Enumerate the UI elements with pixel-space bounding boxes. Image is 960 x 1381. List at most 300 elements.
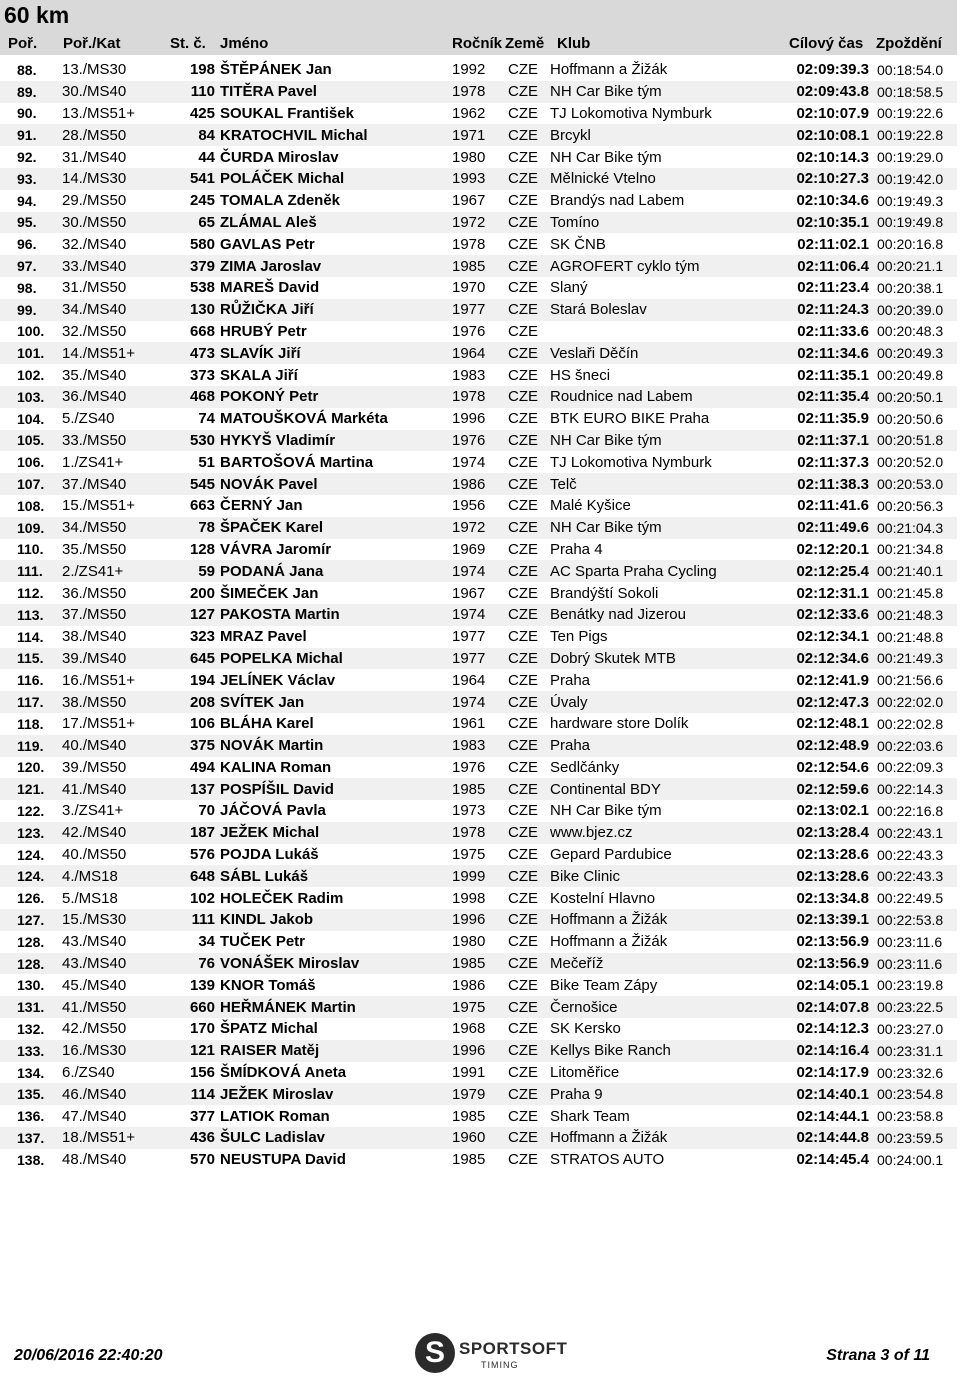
cell-country: CZE [508, 671, 538, 689]
cell-country: CZE [508, 497, 538, 515]
cell-club: Praha 4 [550, 540, 603, 558]
cell-club: Bike Team Zápy [550, 976, 658, 994]
cell-name: RAISER Matěj [220, 1040, 452, 1062]
cell-country: CZE [508, 81, 550, 103]
cell-rank: 128. [17, 933, 45, 950]
cell-gap: 00:23:22.5 [877, 996, 957, 1018]
cell-category-rank: 43./MS40 [62, 953, 172, 975]
cell-finish-time: 02:12:48.9 [778, 735, 877, 757]
cell-year: 1983 [452, 735, 508, 757]
cell-gap: 00:22:43.3 [877, 865, 957, 887]
cell-gap: 00:22:53.8 [877, 909, 957, 931]
cell-rank: 104. [17, 410, 45, 427]
cell-bib: 473 [172, 342, 220, 364]
cell-country: CZE [508, 540, 538, 558]
cell-club: Slaný [550, 279, 588, 297]
cell-bib: 34 [198, 933, 215, 951]
cell-rank: 121. [0, 778, 62, 800]
cell-finish-time: 02:11:35.9 [797, 410, 869, 428]
cell-finish-time: 02:14:17.9 [796, 1064, 869, 1082]
cell-category-rank: 35./MS40 [62, 366, 127, 384]
cell-category-rank: 34./MS50 [62, 517, 172, 539]
cell-gap: 00:20:51.8 [877, 430, 957, 452]
cell-category-rank: 32./MS40 [62, 235, 127, 253]
cell-rank: 96. [17, 236, 37, 253]
cell-category-rank: 40./MS40 [62, 735, 172, 757]
table-row [0, 1018, 957, 1040]
cell-year: 1978 [452, 822, 508, 844]
cell-bib: 541 [172, 168, 220, 190]
cell-country: CZE [508, 778, 550, 800]
cell-name: SOUKAL František [220, 104, 354, 122]
cell-finish-time: 02:12:34.6 [778, 648, 877, 670]
table-row [0, 648, 957, 670]
table-row [0, 321, 957, 343]
cell-rank: 124. [17, 846, 45, 863]
table-row [0, 495, 957, 517]
cell-finish-time: 02:13:28.6 [796, 846, 869, 864]
table-row [0, 539, 957, 561]
cell-rank: 102. [17, 367, 45, 384]
cell-gap: 00:20:49.3 [877, 342, 957, 364]
cell-category-rank: 1./ZS41+ [62, 453, 124, 471]
cell-category-rank: 31./MS50 [62, 279, 127, 297]
cell-name: NOVÁK Pavel [220, 473, 452, 495]
cell-name: ŠPATZ Michal [220, 1020, 318, 1038]
cell-finish-time: 02:10:14.3 [796, 148, 869, 166]
cell-country: CZE [508, 846, 538, 864]
cell-finish-time: 02:13:39.1 [778, 909, 877, 931]
cell-country: CZE [508, 802, 538, 820]
cell-year: 1960 [452, 1127, 508, 1149]
cell-year: 1996 [452, 1040, 508, 1062]
table-row [0, 735, 957, 757]
cell-finish-time: 02:12:41.9 [796, 671, 869, 689]
cell-finish-time: 02:11:35.1 [797, 366, 869, 384]
table-row [0, 1105, 957, 1127]
cell-finish-time: 02:12:59.6 [778, 778, 877, 800]
table-row [0, 277, 957, 299]
cell-country: CZE [508, 299, 550, 321]
cell-rank: 106. [17, 454, 45, 471]
cell-name: HYKYŠ Vladimír [220, 430, 452, 452]
cell-category-rank: 17./MS51+ [62, 715, 135, 733]
cell-country: CZE [508, 953, 550, 975]
table-row [0, 233, 957, 255]
cell-year: 1985 [452, 778, 508, 800]
cell-category-rank: 14./MS51+ [62, 342, 172, 364]
cell-bib: 194 [189, 671, 215, 689]
cell-club: Brandýští Sokoli [550, 584, 659, 602]
cell-bib: 668 [189, 322, 215, 340]
col-rank-header: Poř. [8, 35, 38, 52]
cell-name: ŠTĚPÁNEK Jan [220, 61, 332, 79]
cell-year: 1983 [452, 366, 486, 384]
cell-year: 1970 [452, 279, 486, 297]
cell-gap: 00:23:27.0 [877, 1020, 944, 1037]
logo-text: SPORTSOFT [459, 1339, 568, 1358]
cell-club: Kostelní Hlavno [550, 889, 656, 907]
table-row [0, 255, 957, 277]
cell-country: CZE [508, 1127, 550, 1149]
cell-category-rank: 47./MS40 [62, 1107, 127, 1125]
cell-finish-time: 02:14:45.4 [796, 1151, 869, 1169]
cell-finish-time: 02:11:37.3 [797, 453, 869, 471]
cell-finish-time: 02:13:56.9 [796, 933, 869, 951]
cell-gap: 00:21:48.8 [877, 628, 944, 645]
cell-finish-time: 02:11:37.1 [778, 430, 877, 452]
table-row [0, 212, 957, 234]
table-row [0, 582, 957, 604]
table-row [0, 364, 957, 386]
cell-country: CZE [508, 322, 538, 340]
cell-country: CZE [508, 279, 538, 297]
cell-rank: 137. [0, 1127, 62, 1149]
cell-club: Sedlčánky [550, 758, 620, 776]
table-row [0, 1062, 957, 1084]
cell-bib: 106 [189, 715, 215, 733]
cell-category-rank: 5./ZS40 [62, 410, 115, 428]
cell-category-rank: 4./MS18 [62, 865, 172, 887]
cell-category-rank: 40./MS50 [62, 846, 127, 864]
cell-club: AC Sparta Praha Cycling [550, 560, 778, 582]
cell-name: ŠPAČEK Karel [220, 517, 452, 539]
cell-club: Telč [550, 473, 778, 495]
cell-club: Dobrý Skutek MTB [550, 648, 778, 670]
cell-gap: 00:22:43.3 [877, 846, 944, 863]
cell-gap: 00:20:39.0 [877, 299, 957, 321]
cell-country: CZE [508, 235, 538, 253]
cell-name: JEŽEK Miroslav [220, 1083, 452, 1105]
cell-category-rank: 33./MS40 [62, 255, 172, 277]
cell-gap: 00:20:56.3 [877, 497, 944, 514]
cell-name: ZIMA Jaroslav [220, 255, 452, 277]
cell-category-rank: 3./ZS41+ [62, 802, 124, 820]
table-row [0, 190, 957, 212]
cell-club: Brandýs nad Labem [550, 192, 685, 210]
cell-bib: 570 [189, 1151, 215, 1169]
cell-rank: 105. [0, 430, 62, 452]
cell-category-rank: 5./MS18 [62, 889, 118, 907]
cell-country: CZE [508, 168, 550, 190]
table-row [0, 865, 957, 887]
cell-year: 1971 [452, 124, 508, 146]
cell-finish-time: 02:11:34.6 [778, 342, 877, 364]
cell-year: 1985 [452, 1107, 486, 1125]
cell-rank: 115. [0, 648, 62, 670]
cell-finish-time: 02:09:39.3 [796, 61, 869, 79]
cell-category-rank: 37./MS40 [62, 473, 172, 495]
cell-category-rank: 36./MS50 [62, 584, 127, 602]
cell-gap: 00:22:43.1 [877, 822, 957, 844]
cell-gap: 00:20:53.0 [877, 473, 957, 495]
cell-country: CZE [508, 148, 538, 166]
cell-name: POLÁČEK Michal [220, 168, 452, 190]
cell-rank: 127. [0, 909, 62, 931]
cell-rank: 93. [0, 168, 62, 190]
page-title: 60 km [4, 2, 70, 28]
cell-name: POSPÍŠIL David [220, 778, 452, 800]
cell-finish-time: 02:13:28.4 [778, 822, 877, 844]
cell-country: CZE [508, 473, 550, 495]
cell-club: NH Car Bike tým [550, 81, 778, 103]
table-row [0, 299, 957, 321]
results-table [0, 59, 957, 1171]
cell-club: Praha [550, 735, 778, 757]
cell-name: HOLEČEK Radim [220, 889, 344, 907]
cell-country: CZE [508, 517, 550, 539]
table-row [0, 81, 957, 103]
cell-rank: 110. [17, 541, 44, 558]
cell-name: GAVLAS Petr [220, 235, 315, 253]
cell-name: TOMALA Zdeněk [220, 192, 341, 210]
cell-finish-time: 02:10:34.6 [796, 192, 869, 210]
cell-name: KALINA Roman [220, 758, 332, 776]
cell-club: TJ Lokomotiva Nymburk [550, 453, 712, 471]
cell-bib: 538 [189, 279, 215, 297]
cell-category-rank: 37./MS50 [62, 604, 172, 626]
cell-name: ZLÁMAL Aleš [220, 212, 452, 234]
table-row [0, 887, 957, 909]
cell-gap: 00:22:49.5 [877, 890, 944, 907]
cell-category-rank: 35./MS50 [62, 540, 127, 558]
cell-rank: 100. [17, 323, 45, 340]
cell-category-rank: 45./MS40 [62, 976, 127, 994]
cell-year: 1976 [452, 758, 486, 776]
cell-finish-time: 02:14:16.4 [778, 1040, 877, 1062]
cell-rank: 103. [0, 386, 62, 408]
table-row [0, 669, 957, 691]
cell-bib: 375 [172, 735, 220, 757]
cell-name: ČURDA Miroslav [220, 148, 339, 166]
cell-club: Hoffmann a Žižák [550, 61, 668, 79]
cell-club: Hoffmann a Žižák [550, 909, 778, 931]
cell-rank: 138. [17, 1151, 45, 1168]
cell-year: 1976 [452, 430, 508, 452]
cell-name: SVÍTEK Jan [220, 691, 452, 713]
cell-bib: 436 [172, 1127, 220, 1149]
cell-bib: 425 [189, 104, 215, 122]
table-row [0, 517, 957, 539]
cell-year: 1975 [452, 996, 508, 1018]
cell-year: 1985 [452, 255, 508, 277]
table-row [0, 757, 957, 779]
cell-year: 1996 [452, 410, 486, 428]
cell-rank: 134. [17, 1064, 45, 1081]
cell-country: CZE [508, 1040, 550, 1062]
cell-rank: 116. [17, 672, 44, 689]
cell-rank: 92. [17, 149, 37, 166]
cell-name: POJDA Lukáš [220, 846, 319, 864]
cell-club: SK Kersko [550, 1020, 621, 1038]
cell-club: Hoffmann a Žižák [550, 1127, 778, 1149]
cell-bib: 137 [172, 778, 220, 800]
cell-bib: 663 [189, 497, 215, 515]
cell-name: JELÍNEK Václav [220, 671, 336, 689]
cell-year: 1964 [452, 342, 508, 364]
cell-gap: 00:23:19.8 [877, 977, 944, 994]
cell-gap: 00:19:49.8 [877, 212, 957, 234]
cell-category-rank: 18./MS51+ [62, 1127, 172, 1149]
cell-club: Hoffmann a Žižák [550, 933, 668, 951]
cell-rank: 111. [0, 560, 62, 582]
cell-name: TUČEK Petr [220, 933, 306, 951]
cell-gap: 00:19:49.3 [877, 192, 944, 209]
cell-country: CZE [508, 1020, 538, 1038]
col-gap-header: Zpoždění [876, 35, 942, 52]
cell-gap: 00:19:22.6 [877, 105, 944, 122]
cell-gap: 00:19:29.0 [877, 149, 944, 166]
cell-country: CZE [508, 909, 550, 931]
cell-bib: 78 [172, 517, 220, 539]
cell-rank: 136. [17, 1108, 45, 1125]
cell-finish-time: 02:12:25.4 [778, 560, 877, 582]
cell-name: TITĚRA Pavel [220, 81, 452, 103]
cell-name: RŮŽIČKA Jiří [220, 299, 452, 321]
col-country-header: Země [505, 35, 545, 52]
cell-country: CZE [508, 366, 538, 384]
cell-rank: 108. [17, 497, 45, 514]
cell-category-rank: 43./MS40 [62, 933, 127, 951]
cell-category-rank: 41./MS40 [62, 778, 172, 800]
table-row [0, 713, 957, 735]
cell-rank: 135. [0, 1083, 62, 1105]
cell-name: JEŽEK Michal [220, 822, 452, 844]
cell-bib: 84 [172, 124, 220, 146]
cell-gap: 00:21:04.3 [877, 517, 957, 539]
cell-country: CZE [508, 648, 550, 670]
cell-name: BARTOŠOVÁ Martina [220, 453, 374, 471]
cell-category-rank: 15./MS30 [62, 909, 172, 931]
cell-year: 1986 [452, 473, 508, 495]
cell-category-rank: 39./MS40 [62, 648, 172, 670]
table-row [0, 974, 957, 996]
table-row [0, 124, 957, 146]
cell-gap: 00:23:58.8 [877, 1108, 944, 1125]
cell-rank: 94. [17, 192, 37, 209]
cell-year: 1996 [452, 909, 508, 931]
cell-club: Praha [550, 671, 591, 689]
cell-name: VONÁŠEK Miroslav [220, 953, 452, 975]
col-club-header: Klub [557, 35, 591, 52]
cell-year: 1964 [452, 671, 486, 689]
cell-rank: 107. [0, 473, 62, 495]
cell-year: 1962 [452, 104, 486, 122]
cell-bib: 208 [172, 691, 220, 713]
cell-name: VÁVRA Jaromír [220, 540, 332, 558]
cell-category-rank: 30./MS50 [62, 212, 172, 234]
cell-bib: 648 [172, 865, 220, 887]
cell-club: SK ČNB [550, 235, 606, 253]
cell-category-rank: 38./MS50 [62, 691, 172, 713]
cell-gap: 00:21:40.1 [877, 560, 957, 582]
cell-bib: 187 [172, 822, 220, 844]
cell-gap: 00:20:38.1 [877, 279, 944, 296]
cell-category-rank: 33./MS50 [62, 430, 172, 452]
cell-year: 1974 [452, 691, 508, 713]
cell-bib: 128 [189, 540, 215, 558]
cell-name: SLAVÍK Jiří [220, 342, 452, 364]
cell-bib: 530 [172, 430, 220, 452]
cell-rank: 88. [17, 61, 37, 78]
cell-country: CZE [508, 715, 538, 733]
cell-gap: 00:20:50.6 [877, 410, 944, 427]
table-row [0, 408, 957, 430]
cell-country: CZE [508, 604, 550, 626]
cell-name: ŠMÍDKOVÁ Aneta [220, 1064, 347, 1082]
cell-gap: 00:20:50.1 [877, 386, 957, 408]
cell-year: 1978 [452, 81, 508, 103]
table-row [0, 342, 957, 364]
cell-finish-time: 02:14:44.8 [778, 1127, 877, 1149]
cell-year: 1980 [452, 148, 486, 166]
cell-name: PAKOSTA Martin [220, 604, 452, 626]
cell-country: CZE [508, 758, 538, 776]
cell-category-rank: 46./MS40 [62, 1083, 172, 1105]
cell-club: Continental BDY [550, 778, 778, 800]
cell-bib: 494 [189, 758, 215, 776]
cell-year: 1975 [452, 846, 486, 864]
cell-country: CZE [508, 628, 538, 646]
cell-name: BLÁHA Karel [220, 715, 314, 733]
cell-year: 1973 [452, 802, 486, 820]
cell-country: CZE [508, 560, 550, 582]
cell-country: CZE [508, 124, 550, 146]
cell-rank: 109. [0, 517, 62, 539]
cell-bib: 102 [189, 889, 215, 907]
table-row [0, 1083, 957, 1105]
cell-bib: 245 [189, 192, 215, 210]
cell-name: MRAZ Pavel [220, 628, 307, 646]
cell-country: CZE [508, 430, 550, 452]
cell-rank: 128. [0, 953, 62, 975]
cell-rank: 114. [17, 628, 44, 645]
cell-year: 1977 [452, 628, 486, 646]
cell-year: 1956 [452, 497, 486, 515]
cell-bib: 373 [189, 366, 215, 384]
cell-finish-time: 02:13:02.1 [796, 802, 869, 820]
cell-year: 1992 [452, 61, 486, 79]
cell-name: NEUSTUPA David [220, 1151, 346, 1169]
cell-year: 1985 [452, 953, 508, 975]
cell-country: CZE [508, 865, 550, 887]
cell-gap: 00:22:16.8 [877, 802, 944, 819]
cell-gap: 00:22:14.3 [877, 778, 957, 800]
cell-rank: 132. [17, 1020, 45, 1037]
cell-gap: 00:23:59.5 [877, 1127, 957, 1149]
cell-bib: 114 [172, 1083, 220, 1105]
cell-year: 1974 [452, 604, 508, 626]
cell-gap: 00:20:52.0 [877, 454, 944, 471]
cell-finish-time: 02:13:34.8 [796, 889, 869, 907]
cell-finish-time: 02:11:41.6 [797, 497, 869, 515]
cell-bib: 156 [189, 1064, 215, 1082]
cell-gap: 00:21:45.8 [877, 585, 944, 602]
cell-club: Gepard Pardubice [550, 846, 672, 864]
cell-category-rank: 32./MS50 [62, 322, 127, 340]
cell-name: SKALA Jiří [220, 366, 298, 384]
table-row [0, 691, 957, 713]
cell-country: CZE [508, 61, 538, 79]
cell-name: ŠIMEČEK Jan [220, 584, 319, 602]
cell-finish-time: 02:14:05.1 [796, 976, 869, 994]
cell-club: Shark Team [550, 1107, 630, 1125]
cell-finish-time: 02:10:07.9 [796, 104, 869, 122]
cell-bib: 377 [189, 1107, 215, 1125]
cell-rank: 123. [0, 822, 62, 844]
col-name-header: Jméno [220, 35, 269, 52]
cell-finish-time: 02:14:12.3 [796, 1020, 869, 1038]
